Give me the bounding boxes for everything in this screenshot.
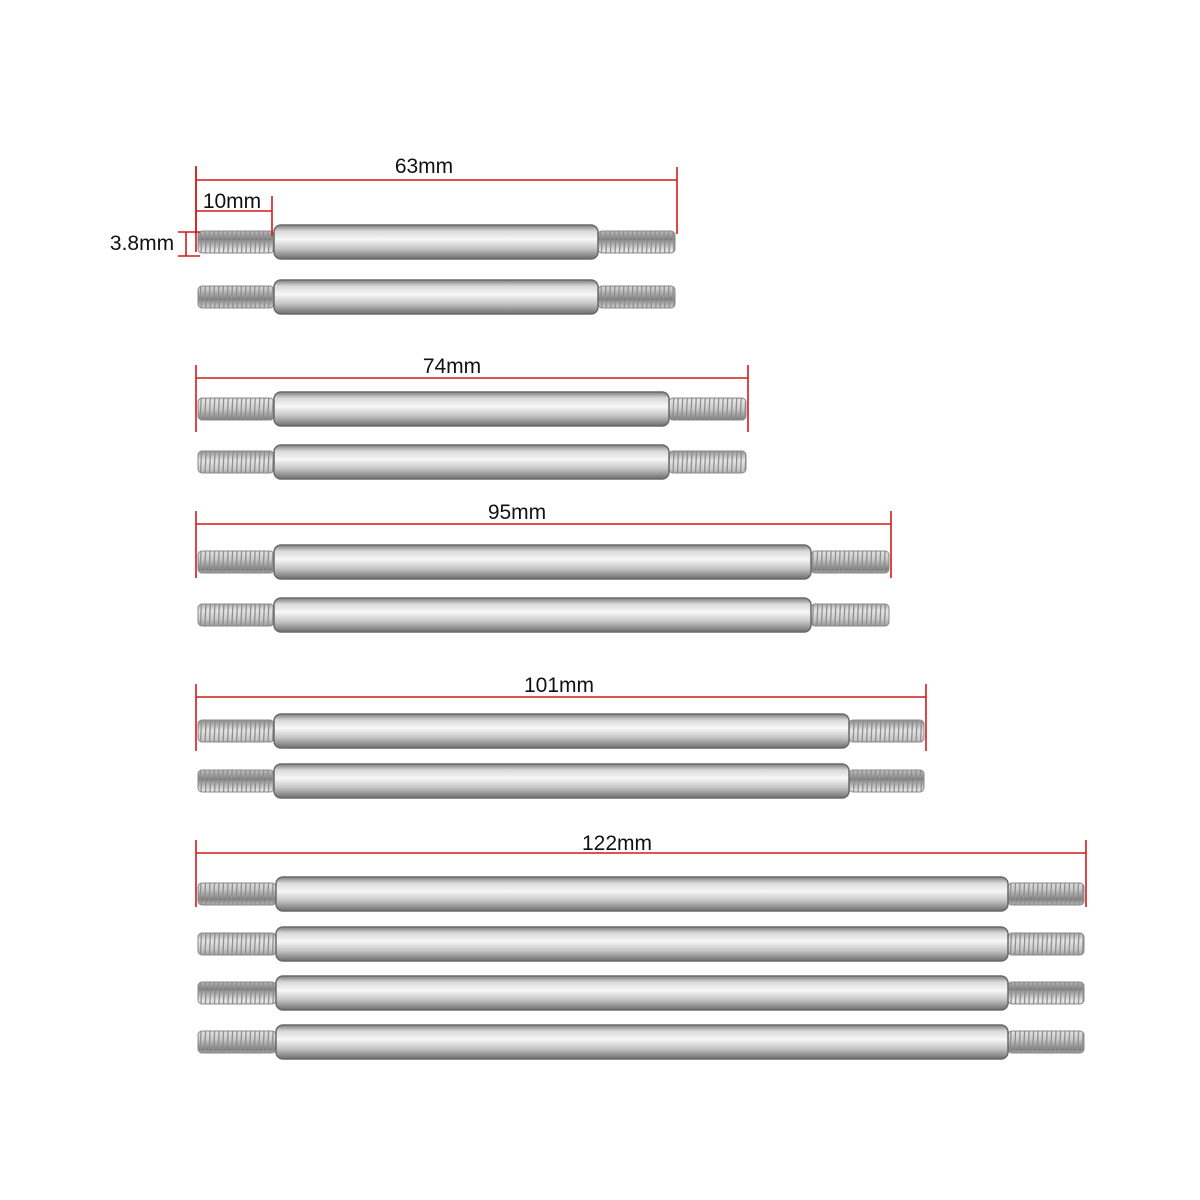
thread-left [198, 451, 274, 473]
thread-left [198, 231, 274, 253]
rod-shaft [274, 225, 598, 259]
length-label-95mm: 95mm [487, 501, 547, 524]
length-label-74mm: 74mm [422, 355, 482, 378]
rod-122mm-4 [198, 1025, 1084, 1059]
thread-right [1008, 883, 1084, 905]
thread-left [198, 933, 276, 955]
rod-74mm-2 [198, 445, 746, 479]
rod-74mm-1 [198, 392, 746, 426]
thread-left [198, 883, 276, 905]
thread-right [849, 770, 924, 792]
thread-left [198, 770, 274, 792]
length-label-101mm: 101mm [523, 674, 595, 697]
thread-left [198, 604, 274, 626]
thread-right [811, 604, 889, 626]
rod-122mm-3 [198, 976, 1084, 1010]
thread-diameter-label: 3.8mm [109, 232, 175, 255]
thread-right [598, 231, 675, 253]
rods-layer [198, 225, 1084, 1059]
rod-63mm-1 [198, 225, 675, 259]
length-label-122mm: 122mm [581, 832, 653, 855]
thread-right [598, 286, 675, 308]
thread-left [198, 286, 274, 308]
rod-shaft [274, 714, 849, 748]
thread-right [849, 720, 924, 742]
thread-left [198, 551, 274, 573]
thread-left [198, 1031, 276, 1053]
rod-shaft [274, 764, 849, 798]
rod-95mm-2 [198, 598, 889, 632]
rod-shaft [274, 392, 669, 426]
thread-left [198, 720, 274, 742]
rod-122mm-2 [198, 927, 1084, 961]
rod-shaft [274, 598, 811, 632]
rod-shaft [276, 976, 1008, 1010]
rod-shaft [276, 877, 1008, 911]
rod-101mm-1 [198, 714, 924, 748]
rod-shaft [276, 1025, 1008, 1059]
thread-right [669, 451, 746, 473]
thread-right [1008, 933, 1084, 955]
rod-122mm-1 [198, 877, 1084, 911]
thread-right [1008, 1031, 1084, 1053]
rod-shaft [274, 280, 598, 314]
rod-101mm-2 [198, 764, 924, 798]
thread-right [811, 551, 889, 573]
thread-left [198, 398, 274, 420]
rod-95mm-1 [198, 545, 889, 579]
thread-right [669, 398, 746, 420]
rod-shaft [274, 545, 811, 579]
thread-right [1008, 982, 1084, 1004]
thread-left [198, 982, 276, 1004]
rod-63mm-2 [198, 280, 675, 314]
length-label-63mm: 63mm [394, 155, 454, 178]
rod-shaft [274, 445, 669, 479]
rod-shaft [276, 927, 1008, 961]
thread-length-label: 10mm [202, 190, 262, 213]
